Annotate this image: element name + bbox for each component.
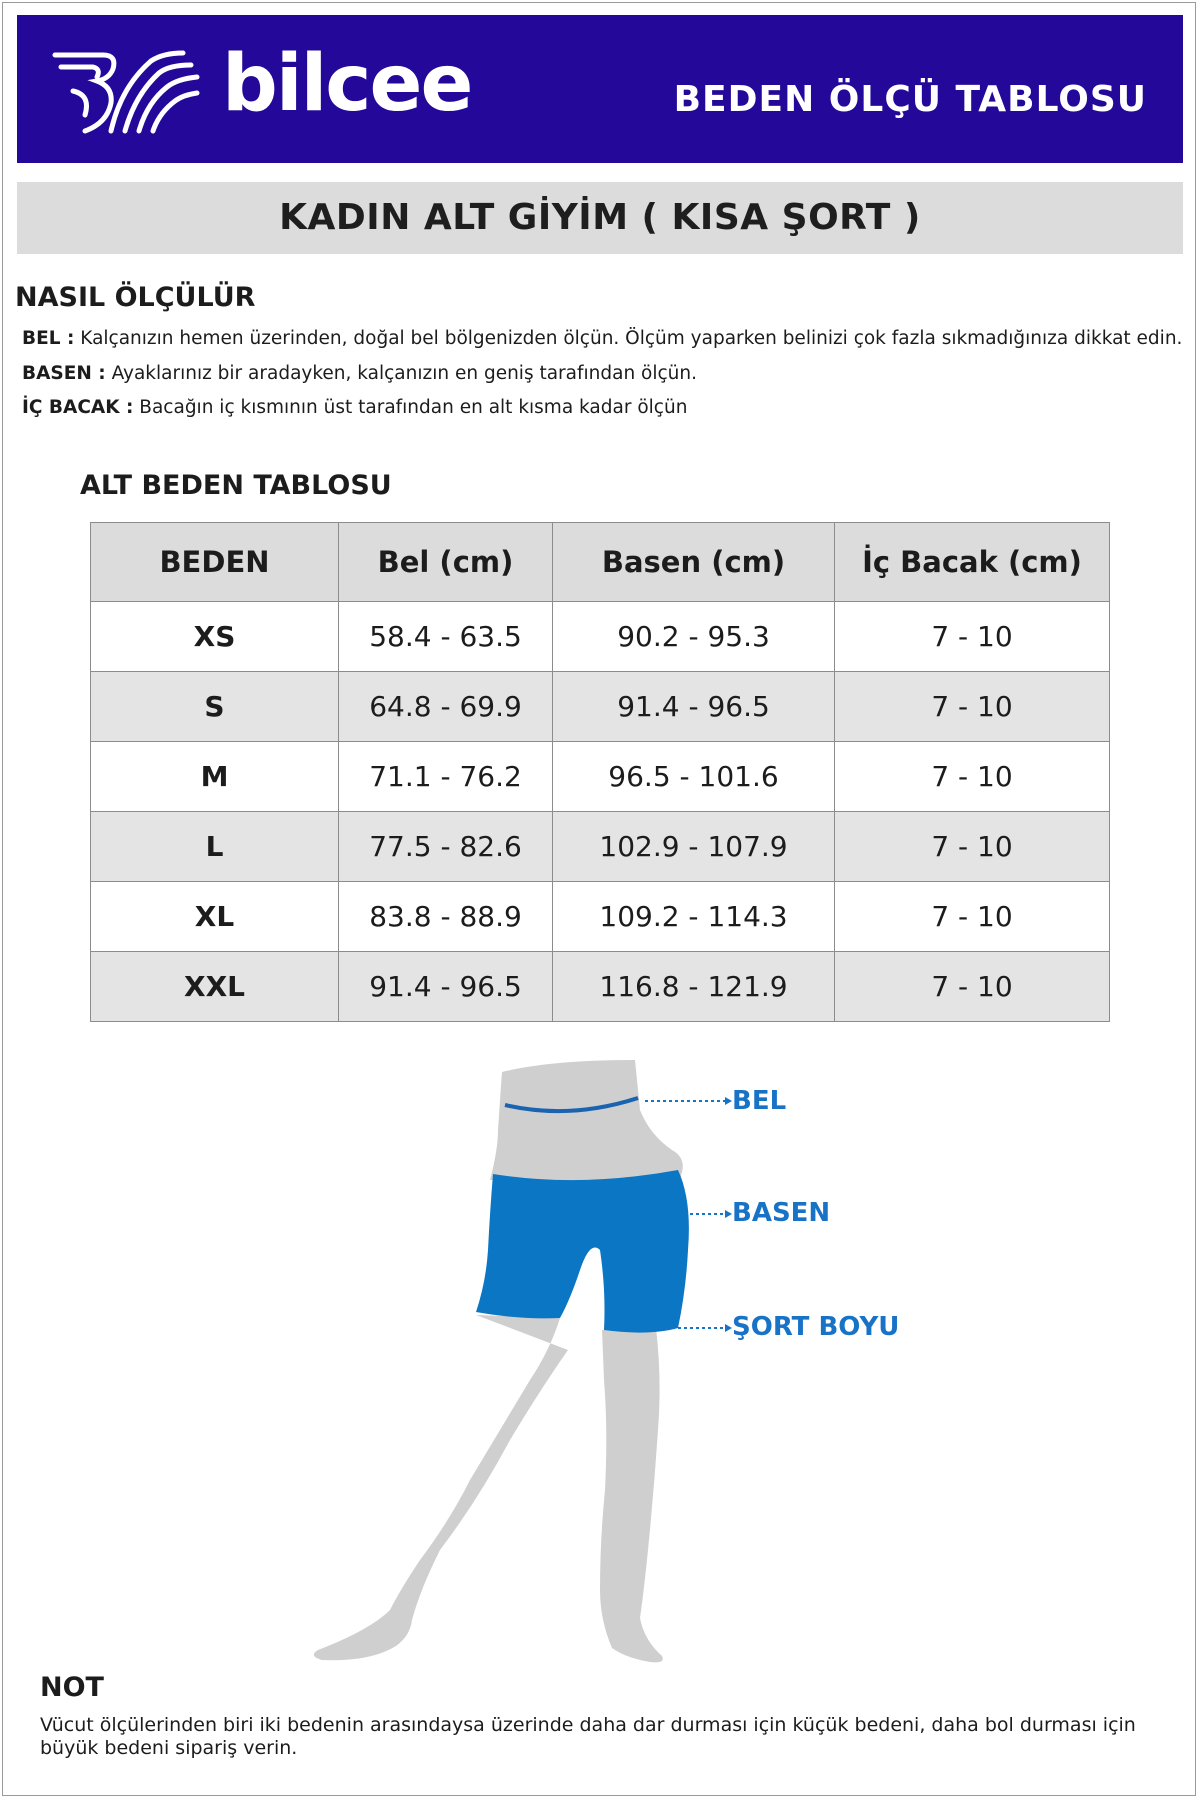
hip-cell: 96.5 - 101.6 [553,742,835,812]
category-banner: KADIN ALT GİYİM ( KISA ŞORT ) [17,182,1183,254]
waist-cell: 83.8 - 88.9 [339,882,553,952]
inseam-cell: 7 - 10 [835,742,1110,812]
size-cell: L [91,812,339,882]
header-title: BEDEN ÖLÇÜ TABLOSU [673,79,1147,120]
waist-cell: 64.8 - 69.9 [339,672,553,742]
inseam-cell: 7 - 10 [835,812,1110,882]
how-item-text: Ayaklarınız bir aradayken, kalçanızın en geniş tarafından ölçün. [111,363,698,384]
size-cell: XL [91,882,339,952]
hip-cell: 90.2 - 95.3 [553,602,835,672]
hip-cell: 91.4 - 96.5 [553,672,835,742]
size-cell: S [91,672,339,742]
how-item-text: Bacağın iç kısmının üst tarafından en alt kısma kadar ölçün [139,397,688,418]
inseam-cell: 7 - 10 [835,882,1110,952]
inseam-cell: 7 - 10 [835,602,1110,672]
how-item-label: İÇ BACAK : [22,397,134,418]
table-row [91,882,1110,952]
size-table [90,522,1110,1022]
inseam-cell: 7 - 10 [835,672,1110,742]
table-row [91,952,1110,1022]
how-item-text: Kalçanızın hemen üzerinden, doğal bel bölgenizden ölçün. Ölçüm yaparken belinizi çok fazla sıkmadığınıza dikkat edin. [80,328,1183,349]
table-row [91,602,1110,672]
note-title: NOT [40,1672,104,1703]
measurement-figure [300,1050,900,1690]
table-row [91,742,1110,812]
size-cell: XS [91,602,339,672]
label-hip: BASEN [732,1198,831,1228]
column-header-hip: Basen (cm) [553,523,835,602]
how-item-label: BEL : [22,328,75,349]
waist-cell: 77.5 - 82.6 [339,812,553,882]
table-row [91,812,1110,882]
size-table-title: ALT BEDEN TABLOSU [80,470,392,501]
label-short-length: ŞORT BOYU [732,1312,900,1342]
waist-cell: 91.4 - 96.5 [339,952,553,1022]
hip-cell: 109.2 - 114.3 [553,882,835,952]
how-item-waist [22,328,1182,349]
body-silhouette-icon [300,1050,900,1690]
how-item-hip [22,363,697,384]
note-text: Vücut ölçülerinden biri iki bedenin arasındaysa üzerinde daha dar durması için küçük bedeni, daha bol durması için büyük bedeni sipariş verin. [40,1714,1136,1759]
bilcee-wing-logo-icon [51,47,201,137]
size-cell: M [91,742,339,812]
hip-cell: 102.9 - 107.9 [553,812,835,882]
how-item-label: BASEN : [22,363,106,384]
hip-cell: 116.8 - 121.9 [553,952,835,1022]
column-header-inseam: İç Bacak (cm) [835,523,1110,602]
brand-logo-text: bilcee [222,39,472,129]
label-waist: BEL [732,1086,787,1116]
table-row [91,672,1110,742]
size-cell: XXL [91,952,339,1022]
how-to-measure-title: NASIL ÖLÇÜLÜR [15,282,256,313]
how-item-inseam [22,397,687,418]
column-header-size: BEDEN [91,523,339,602]
column-header-waist: Bel (cm) [339,523,553,602]
waist-cell: 58.4 - 63.5 [339,602,553,672]
header [17,15,1183,163]
table-header-row [91,523,1110,602]
waist-cell: 71.1 - 76.2 [339,742,553,812]
inseam-cell: 7 - 10 [835,952,1110,1022]
